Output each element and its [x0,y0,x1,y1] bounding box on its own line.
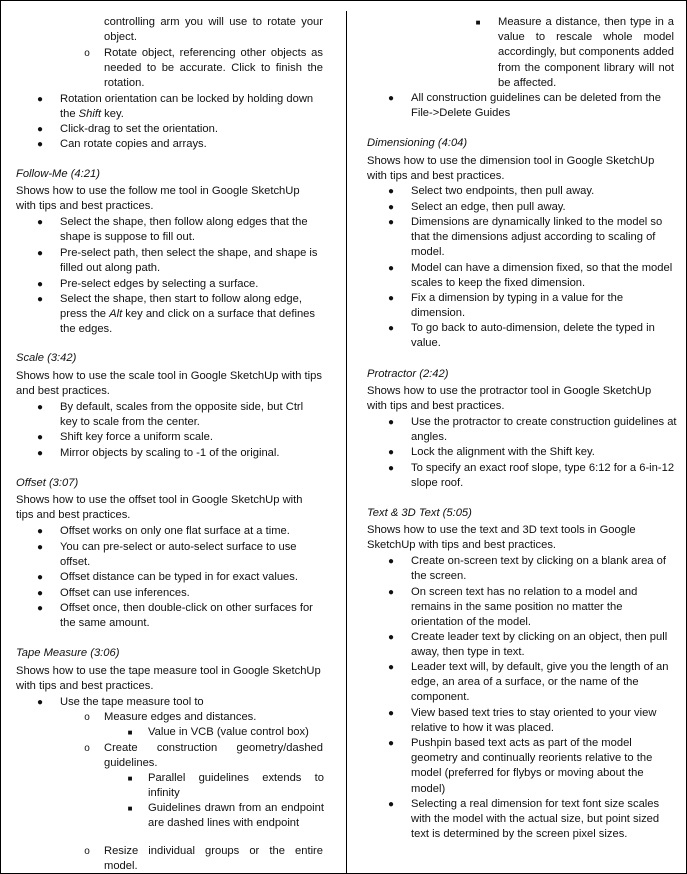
square-bullet-icon: ■ [127,804,133,813]
list-item: Lock the alignment with the Shift key. [411,446,595,458]
bullet-icon: ● [387,293,395,304]
section-heading: Follow-Me (4:21) [16,168,100,180]
bullet-icon: ● [387,738,395,749]
list-item: Model can have a dimension fixed, so that the model scales to keep the fixed dimension. [411,262,673,290]
bullet-icon: ● [387,708,395,719]
bullet-icon: ● [387,556,395,567]
bullet-icon: ● [36,572,44,583]
bullet-icon: ● [36,603,44,614]
list-item: Select two endpoints, then pull away. [411,185,595,197]
bullet-icon: ● [387,447,395,458]
list-item: On screen text has no relation to a model and remains in the same position no matter the orientation of the model. [411,586,638,629]
section-heading: Protractor (2:42) [367,368,449,380]
list-item: Create on-screen text by clicking on a blank area of the screen. [411,555,666,583]
list-item: Parallel guidelines extends to infinity [148,772,324,800]
section-heading: Offset (3:07) [16,477,79,489]
bullet-icon: ● [387,662,395,673]
list-item: Click-drag to set the orientation. [60,123,218,135]
section-heading: Text & 3D Text (5:05) [367,507,472,519]
section-description: Shows how to use the protractor tool in Google SketchUp with tips and best practices. [367,385,652,413]
list-item: Can rotate copies and arrays. [60,138,207,150]
list-item: Value in VCB (value control box) [148,726,309,738]
bullet-icon: ● [387,202,395,213]
list-item: Resize individual groups or the entire model. [104,845,323,873]
bullet-icon: ● [36,588,44,599]
circle-bullet-icon: o [84,48,90,59]
bullet-icon: ● [387,186,395,197]
list-item: By default, scales from the opposite side, but Ctrl key to scale from the center. [60,401,304,429]
list-item: Select the shape, then start to follow along edge, press the Alt key and click on a surface that defines the edges. [60,293,315,336]
bullet-icon: ● [36,542,44,553]
list-item: Dimensions are dynamically linked to the model so that the dimensions adjust according to scaling of model. [411,216,663,259]
list-item: Offset can use inferences. [60,587,190,599]
list-item: Guidelines drawn from an endpoint are dashed lines with endpoint [148,802,324,830]
column-divider [346,11,347,873]
list-item: Shift key force a uniform scale. [60,431,213,443]
bullet-icon: ● [387,323,395,334]
list-item: Rotate object, referencing other objects as needed to be accurate. Click to finish the rotation. [104,47,323,90]
list-item: Pre-select path, then select the shape, and shape is filled out along path. [60,247,318,275]
list-item: All construction guidelines can be deleted from the File->Delete Guides [411,92,662,120]
list-item: Measure a distance, then type in a value to rescale whole model accordingly, but components added from the component library will not be affected. [498,16,674,89]
section-description: Shows how to use the tape measure tool in Google SketchUp with tips and best practices. [16,665,321,693]
list-item: To go back to auto-dimension, delete the typed in value. [411,322,655,350]
list-item: View based text tries to stay oriented to your view relative to how it was placed. [411,707,657,735]
list-item: Select an edge, then pull away. [411,201,566,213]
list-item: Selecting a real dimension for text font size scales with the model with the actual size, but point sized text is determined by the screen pixel sizes. [411,798,660,841]
list-item: Use the tape measure tool to [60,696,204,708]
bullet-icon: ● [387,217,395,228]
list-item: Use the protractor to create construction guidelines at angles. [411,416,677,444]
bullet-icon: ● [387,632,395,643]
list-item: To specify an exact roof slope, type 6:12 for a 6-in-12 slope roof. [411,462,675,490]
circle-bullet-icon: o [84,743,90,754]
section-description: Shows how to use the follow me tool in Google SketchUp with tips and best practices. [16,185,300,213]
circle-bullet-icon: o [84,846,90,857]
circle-bullet-icon: o [84,712,90,723]
bullet-icon: ● [36,448,44,459]
bullet-icon: ● [36,279,44,290]
bullet-icon: ● [36,402,44,413]
section-description: Shows how to use the dimension tool in Google SketchUp with tips and best practices. [367,155,655,183]
list-item: Mirror objects by scaling to -1 of the original. [60,447,280,459]
list-item: Pushpin based text acts as part of the model geometry and continually reorients relative to the model (preferred for flybys or moving about the model) [411,737,653,795]
section-heading: Dimensioning (4:04) [367,137,468,149]
bullet-icon: ● [36,94,44,105]
bullet-icon: ● [387,799,395,810]
bullet-icon: ● [36,139,44,150]
list-item: Measure edges and distances. [104,711,257,723]
bullet-icon: ● [36,294,44,305]
list-item: Pre-select edges by selecting a surface. [60,278,259,290]
bullet-icon: ● [36,432,44,443]
list-item: Fix a dimension by typing in a value for the dimension. [411,292,624,320]
bullet-icon: ● [387,587,395,598]
list-item: Offset once, then double-click on other surfaces for the same amount. [60,602,313,630]
bullet-icon: ● [387,93,395,104]
list-item: controlling arm you will use to rotate your object. [104,16,323,44]
section-description: Shows how to use the text and 3D text tools in Google SketchUp with tips and best practices. [367,524,636,552]
bullet-icon: ● [387,417,395,428]
section-description: Shows how to use the offset tool in Google SketchUp with tips and best practices. [16,494,303,522]
list-item: Create construction geometry/dashed guidelines. [104,742,323,770]
bullet-icon: ● [36,526,44,537]
square-bullet-icon: ■ [475,18,481,27]
bullet-icon: ● [36,124,44,135]
list-item: Offset works on only one flat surface at a time. [60,525,290,537]
list-item: Select the shape, then follow along edges that the shape is suppose to fill out. [60,216,308,244]
list-item: Leader text will, by default, give you the length of an edge, an area of a surface, or the name of the component. [411,661,669,704]
bullet-icon: ● [36,217,44,228]
square-bullet-icon: ■ [127,728,133,737]
bullet-icon: ● [387,263,395,274]
section-heading: Tape Measure (3:06) [16,647,120,659]
section-description: Shows how to use the scale tool in Google SketchUp with tips and best practices. [16,370,322,398]
list-item: Offset distance can be typed in for exact values. [60,571,298,583]
list-item: You can pre-select or auto-select surface to use offset. [60,541,297,569]
list-item: Create leader text by clicking on an object, then pull away, then type in text. [411,631,668,659]
bullet-icon: ● [387,463,395,474]
bullet-icon: ● [36,697,44,708]
square-bullet-icon: ■ [127,774,133,783]
list-item: Rotation orientation can be locked by holding down the Shift key. [60,93,314,121]
section-heading: Scale (3:42) [16,352,77,364]
bullet-icon: ● [36,248,44,259]
